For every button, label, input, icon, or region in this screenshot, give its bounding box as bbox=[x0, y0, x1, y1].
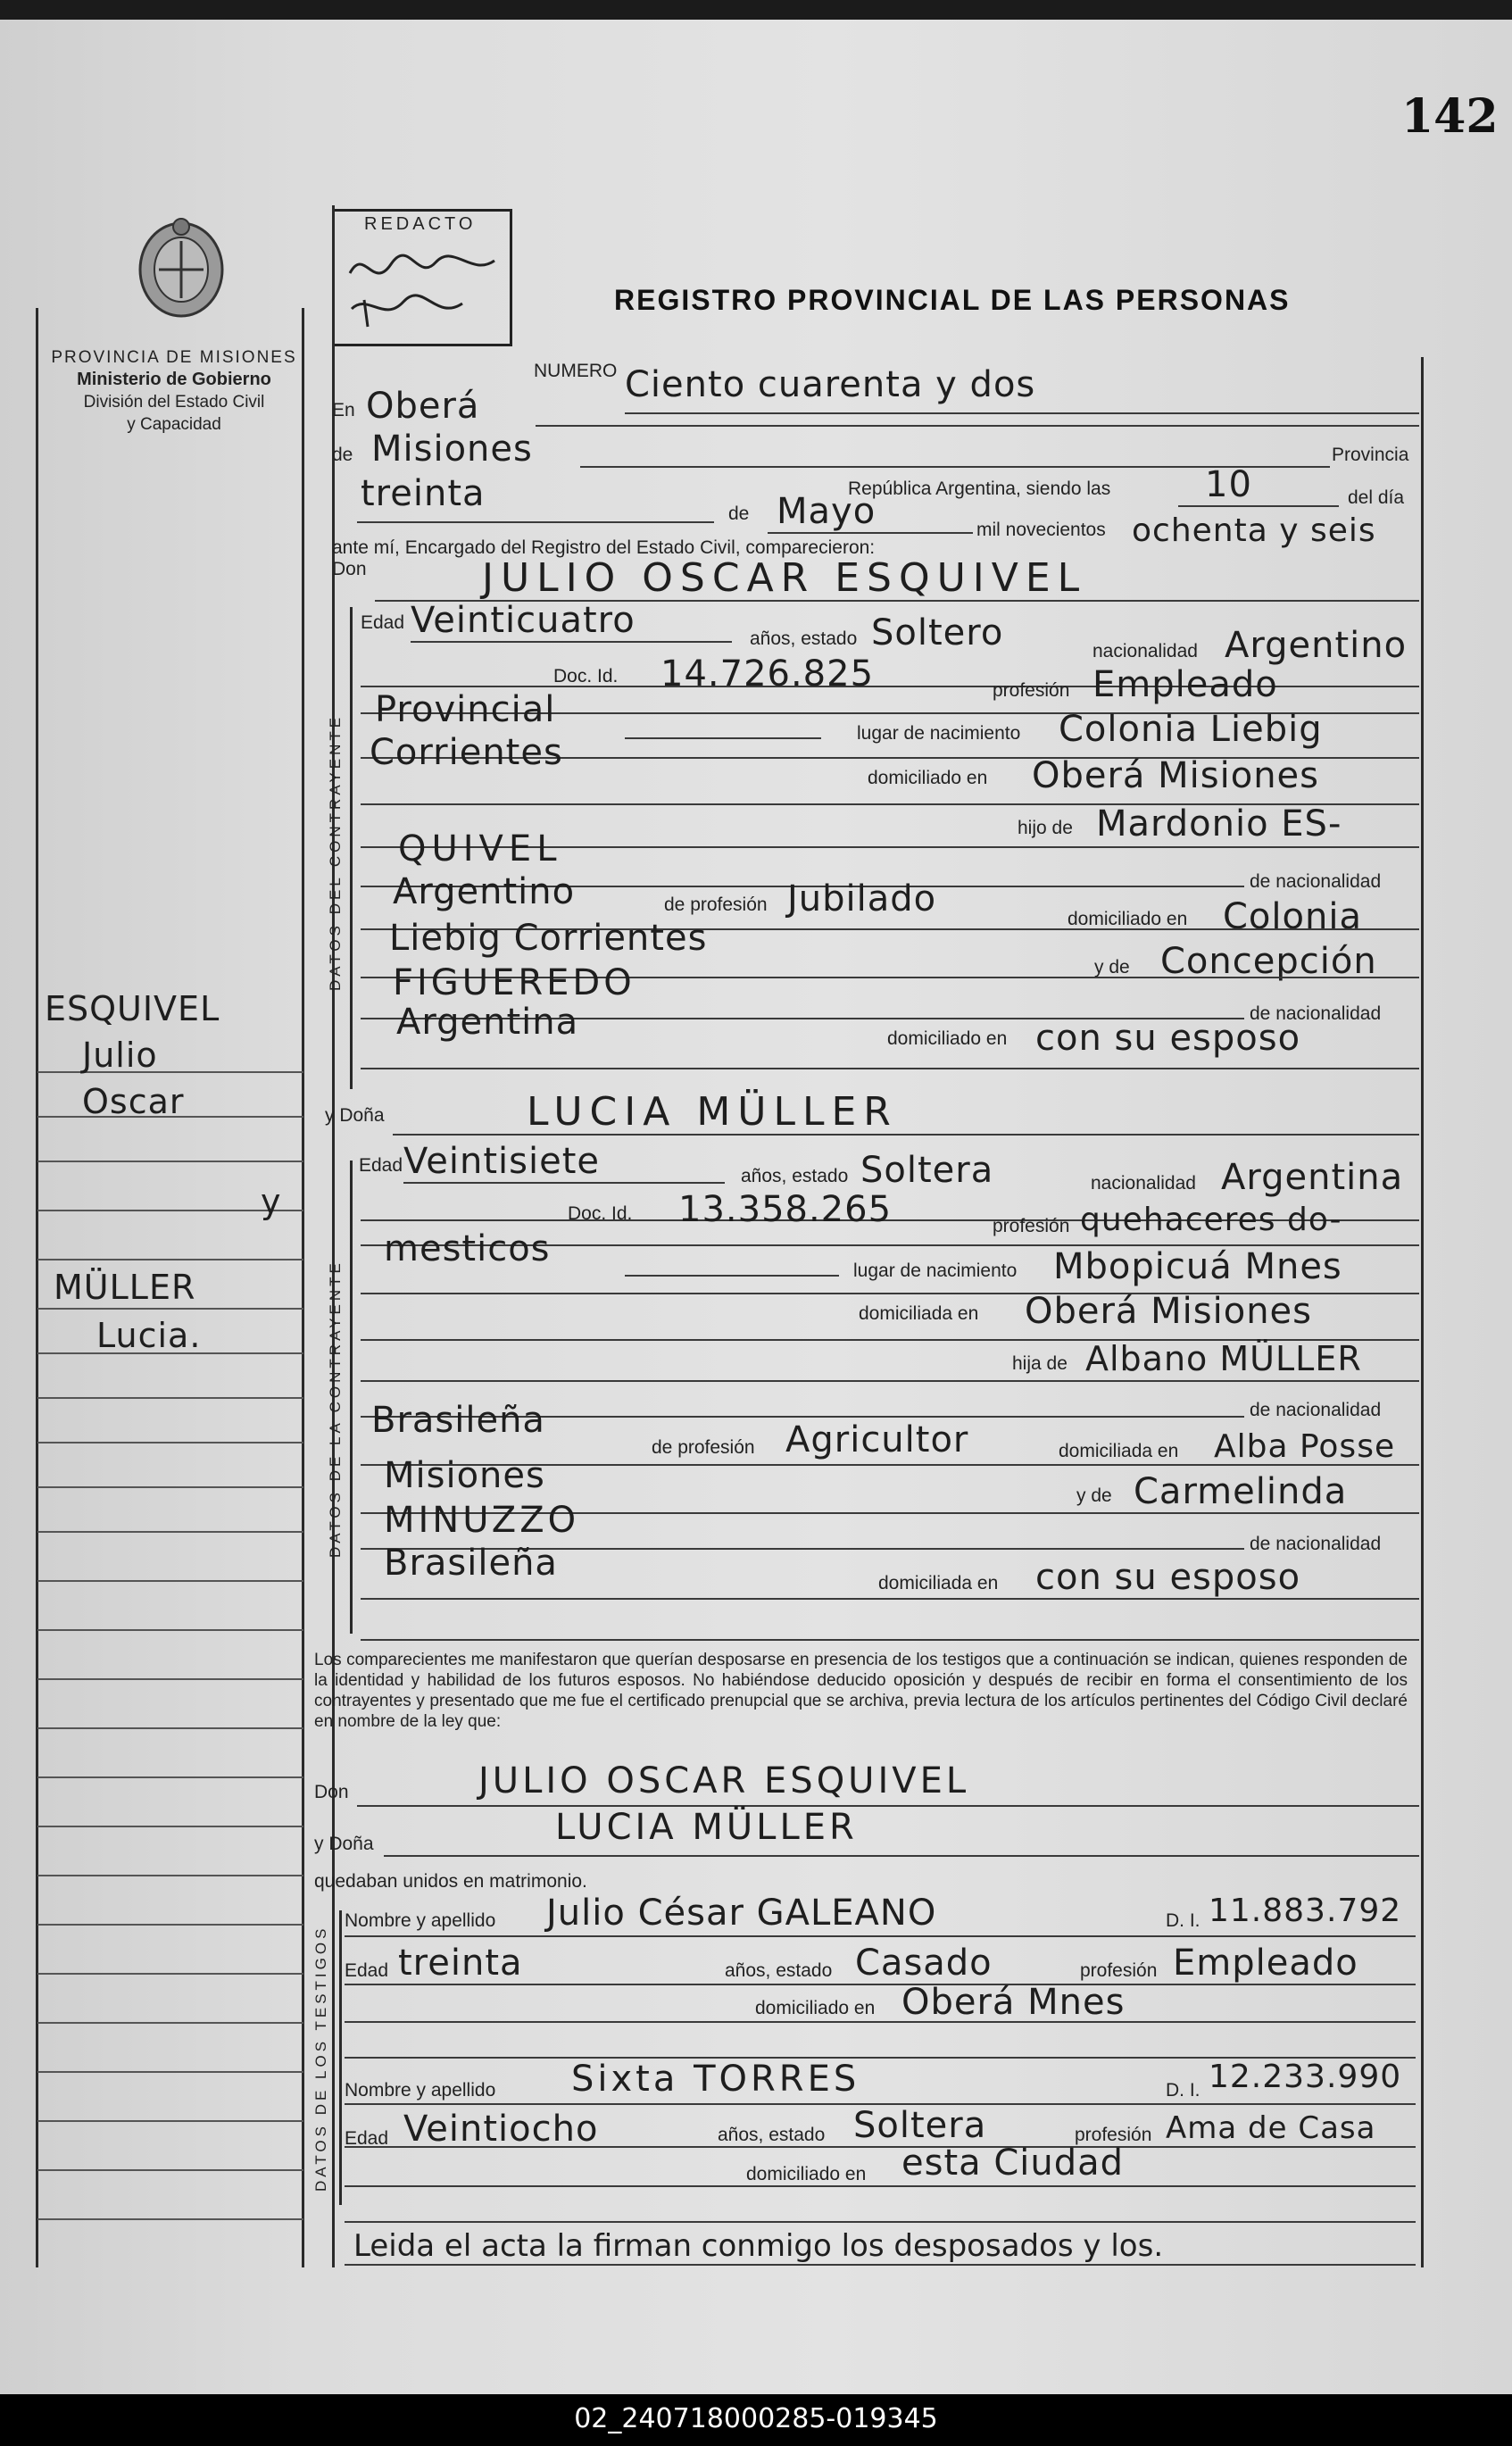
label-anos-estado: años, estado bbox=[750, 628, 858, 649]
field-testigo1-profesion: Empleado bbox=[1173, 1943, 1358, 1984]
field-contrayente-f-nombre: LUCIA MÜLLER bbox=[527, 1089, 898, 1135]
sidebar-rule bbox=[37, 1678, 303, 1680]
issuer-line: PROVINCIA DE MISIONES bbox=[51, 348, 297, 367]
field-testigo2-di: 12.233.990 bbox=[1209, 2059, 1402, 2095]
rule bbox=[361, 1380, 1419, 1382]
field-madre-f: Carmelinda bbox=[1134, 1471, 1348, 1512]
field-nacionalidad-f: Argentina bbox=[1221, 1157, 1404, 1198]
label-nombre-apellido: Nombre y apellido bbox=[345, 2080, 496, 2101]
sidebar-rule bbox=[37, 1442, 303, 1443]
label-nacionalidad: nacionalidad bbox=[1092, 641, 1198, 661]
field-padre-domicilio-cont: Liebig Corrientes bbox=[389, 918, 708, 959]
section-label-testigos: DATOS DE LOS TESTIGOS bbox=[312, 1925, 329, 2192]
label-ante-mi: ante mí, Encargado del Registro del Estado Civil, comparecieron: bbox=[332, 537, 876, 558]
label-de-profesion: de profesión bbox=[652, 1437, 755, 1458]
rule bbox=[384, 1855, 1419, 1857]
margin-name-1: Julio bbox=[82, 1036, 158, 1075]
label-di: D. I. bbox=[1166, 2080, 1200, 2101]
field-padre-f-nacionalidad: Brasileña bbox=[371, 1400, 545, 1441]
field-provincia: Misiones bbox=[371, 428, 533, 470]
rule bbox=[345, 2021, 1416, 2023]
rule bbox=[625, 1275, 839, 1277]
issuer-header bbox=[27, 346, 321, 436]
label-profesion: profesión bbox=[1080, 1960, 1158, 1981]
field-don-final: JULIO OSCAR ESQUIVEL bbox=[478, 1760, 970, 1801]
field-padre-nacionalidad: Argentino bbox=[393, 871, 576, 912]
rule bbox=[345, 1984, 1416, 1985]
field-padre-f-domicilio-cont: Misiones bbox=[384, 1455, 545, 1496]
field-padre-f-profesion: Agricultor bbox=[785, 1419, 969, 1460]
rule bbox=[345, 2146, 1416, 2148]
sidebar-rule bbox=[37, 1531, 303, 1533]
sidebar-rule bbox=[37, 2071, 303, 2073]
page-title: REGISTRO PROVINCIAL DE LAS PERSONAS bbox=[614, 284, 1291, 316]
page-number: 142 bbox=[1401, 89, 1499, 144]
field-madre-nacionalidad: Argentina bbox=[396, 1002, 579, 1043]
field-domicilio: Oberá Misiones bbox=[1032, 755, 1320, 796]
sidebar-rule bbox=[37, 1259, 303, 1260]
label-edad: Edad bbox=[359, 1155, 403, 1176]
field-mes: Mayo bbox=[777, 491, 876, 532]
margin-surname-1: ESQUIVEL bbox=[45, 989, 220, 1028]
margin-surname-2: MÜLLER bbox=[54, 1268, 196, 1307]
label-don: Don bbox=[314, 1782, 349, 1802]
form-right-border bbox=[1421, 357, 1424, 2267]
label-nacionalidad: nacionalidad bbox=[1091, 1173, 1196, 1194]
label-doc: Doc. Id. bbox=[553, 666, 619, 686]
field-testigo2-estado: Soltera bbox=[853, 2105, 987, 2146]
coat-of-arms-seal bbox=[132, 214, 230, 321]
stamp-signature bbox=[337, 237, 503, 337]
sidebar-rule bbox=[37, 1629, 303, 1631]
label-en: En bbox=[332, 400, 355, 420]
field-testigo1-edad: treinta bbox=[398, 1943, 523, 1984]
sidebar-rule bbox=[37, 1727, 303, 1729]
label-domiciliada: domiciliada en bbox=[878, 1573, 999, 1593]
field-testigo2-domicilio: esta Ciudad bbox=[901, 2142, 1125, 2184]
label-domiciliado: domiciliado en bbox=[868, 768, 988, 788]
field-testigo2-edad: Veintiocho bbox=[403, 2109, 599, 2150]
field-padre-cont: QUIVEL bbox=[398, 828, 562, 869]
label-y-de: y de bbox=[1076, 1485, 1112, 1506]
label-anos-estado: años, estado bbox=[741, 1166, 849, 1186]
field-numero: Ciento cuarenta y dos bbox=[625, 364, 1036, 405]
rule bbox=[625, 412, 1419, 414]
rule bbox=[393, 1134, 1419, 1136]
label-nombre-apellido: Nombre y apellido bbox=[345, 1910, 496, 1931]
section-label-contrayente: DATOS DEL CONTRAYENTE bbox=[327, 713, 344, 991]
sidebar-rule bbox=[37, 2022, 303, 2024]
label-de-nacionalidad: de nacionalidad bbox=[1250, 1400, 1382, 1420]
field-padre-profesion: Jubilado bbox=[787, 878, 937, 919]
label-domiciliada: domiciliada en bbox=[1059, 1441, 1179, 1461]
label-hijo-de: hijo de bbox=[1018, 818, 1073, 838]
rule bbox=[357, 521, 714, 523]
issuer-line: Ministerio de Gobierno bbox=[77, 370, 271, 389]
rule bbox=[345, 2264, 1416, 2266]
field-profesion: Empleado bbox=[1092, 664, 1278, 705]
field-domicilio-f: Oberá Misiones bbox=[1025, 1291, 1313, 1332]
rule bbox=[1178, 505, 1339, 507]
issuer-line: División del Estado Civil bbox=[83, 393, 265, 412]
sidebar-rule bbox=[37, 2218, 303, 2220]
stamp-label: REDACTO bbox=[364, 214, 477, 234]
label-quedaban: quedaban unidos en matrimonio. bbox=[314, 1871, 587, 1892]
rule bbox=[625, 737, 821, 739]
sidebar-rule bbox=[37, 1826, 303, 1827]
label-provincia: Provincia bbox=[1332, 445, 1409, 465]
label-republica: República Argentina, siendo las bbox=[848, 478, 1111, 499]
field-estado-f: Soltera bbox=[860, 1150, 994, 1191]
field-anio: ochenta y seis bbox=[1132, 512, 1376, 549]
margin-conjunction: y bbox=[261, 1182, 282, 1221]
label-de-profesion: de profesión bbox=[664, 894, 768, 915]
field-testigo1-nombre: Julio César GALEANO bbox=[546, 1893, 937, 1934]
field-edad: Veinticuatro bbox=[411, 600, 636, 641]
label-de-nacionalidad: de nacionalidad bbox=[1250, 1003, 1382, 1024]
label-de: de bbox=[332, 445, 353, 465]
label-anos-estado: años, estado bbox=[718, 2125, 826, 2145]
label-hija-de: hija de bbox=[1012, 1353, 1068, 1374]
field-madre-domicilio: con su esposo bbox=[1035, 1018, 1301, 1059]
label-y-dona: y Doña bbox=[314, 1834, 374, 1854]
label-de-nacionalidad: de nacionalidad bbox=[1250, 871, 1382, 892]
rule bbox=[361, 1639, 1419, 1641]
field-estado: Soltero bbox=[871, 612, 1004, 653]
sidebar-rule bbox=[37, 1486, 303, 1488]
form-left-border bbox=[332, 205, 335, 2267]
issuer-line: y Capacidad bbox=[127, 415, 221, 434]
label-lugar-nacimiento: lugar de nacimiento bbox=[857, 723, 1021, 744]
rule bbox=[361, 1068, 1419, 1069]
closing-line: Leida el acta la firman conmigo los desposados y los. bbox=[353, 2228, 1164, 2264]
field-madre-f-cont: MINUZZO bbox=[384, 1500, 580, 1541]
label-de-nacionalidad: de nacionalidad bbox=[1250, 1534, 1382, 1554]
label-domiciliado: domiciliado en bbox=[755, 1998, 876, 2018]
label-don: Don bbox=[332, 559, 367, 579]
label-y-de: y de bbox=[1094, 957, 1130, 978]
field-padre: Mardonio ES- bbox=[1096, 803, 1342, 844]
field-madre-f-domicilio: con su esposo bbox=[1035, 1557, 1301, 1598]
contrayente-block-border bbox=[350, 607, 353, 1089]
field-testigo2-profesion: Ama de Casa bbox=[1166, 2110, 1376, 2146]
rule bbox=[403, 1182, 725, 1184]
field-lugar-nacimiento: Colonia Liebig bbox=[1059, 709, 1323, 750]
label-domiciliada: domiciliada en bbox=[859, 1303, 979, 1324]
margin-name-3: Lucia. bbox=[96, 1316, 202, 1355]
margin-name-2: Oscar bbox=[82, 1082, 185, 1121]
label-de-mes: de bbox=[728, 503, 750, 524]
field-profesion-f: quehaceres do- bbox=[1080, 1202, 1342, 1238]
rule bbox=[361, 1598, 1419, 1600]
field-hora: 10 bbox=[1205, 464, 1252, 505]
field-doc-f: 13.358.265 bbox=[678, 1189, 893, 1230]
sidebar-rule bbox=[37, 1924, 303, 1926]
field-madre: Concepción bbox=[1160, 941, 1377, 982]
field-padre-f: Albano MÜLLER bbox=[1085, 1339, 1362, 1378]
field-testigo1-domicilio: Oberá Mnes bbox=[901, 1982, 1126, 2023]
label-edad: Edad bbox=[345, 1960, 389, 1981]
field-testigo1-di: 11.883.792 bbox=[1209, 1893, 1402, 1929]
sidebar-rule bbox=[37, 2120, 303, 2122]
field-madre-cont: FIGUEREDO bbox=[393, 962, 636, 1003]
label-profesion: profesión bbox=[993, 680, 1070, 701]
label-domiciliado: domiciliado en bbox=[1068, 909, 1188, 929]
rule bbox=[345, 1935, 1416, 1937]
label-profesion: profesión bbox=[1075, 2125, 1152, 2145]
label-domiciliado: domiciliado en bbox=[887, 1028, 1008, 1049]
label-profesion: profesión bbox=[993, 1216, 1070, 1236]
sidebar-rule bbox=[37, 1397, 303, 1399]
field-profesion-cont: Provincial bbox=[375, 689, 556, 730]
label-di: D. I. bbox=[1166, 1910, 1200, 1931]
field-lugar: Oberá bbox=[366, 386, 480, 427]
field-lugar-nacimiento-cont: Corrientes bbox=[370, 732, 563, 773]
sidebar-rule bbox=[37, 1776, 303, 1778]
label-anos-estado: años, estado bbox=[725, 1960, 833, 1981]
field-contrayente-nombre: JULIO OSCAR ESQUIVEL bbox=[482, 555, 1087, 601]
rule bbox=[411, 641, 732, 643]
rule bbox=[768, 532, 973, 534]
testigos-block-border bbox=[339, 1910, 342, 2205]
field-padre-f-domicilio: Alba Posse bbox=[1214, 1428, 1396, 1465]
label-numero: NUMERO bbox=[534, 361, 618, 381]
sidebar-rule bbox=[37, 1580, 303, 1582]
sidebar-rule bbox=[37, 1973, 303, 1975]
field-doc: 14.726.825 bbox=[660, 653, 875, 695]
field-dia: treinta bbox=[361, 473, 486, 514]
label-del-dia: del día bbox=[1348, 487, 1405, 508]
footer-id: 02_240718000285-019345 bbox=[574, 2403, 938, 2434]
label-edad: Edad bbox=[345, 2128, 389, 2149]
field-profesion-f-cont: mesticos bbox=[384, 1228, 551, 1269]
label-y-dona: y Doña bbox=[325, 1105, 385, 1126]
sidebar-rule bbox=[37, 1875, 303, 1876]
field-testigo2-nombre: Sixta TORRES bbox=[571, 2059, 860, 2100]
rule bbox=[345, 2221, 1416, 2223]
section-label-contrayente-f: DATOS DE LA CONTRAYENTE bbox=[327, 1260, 344, 1558]
rule bbox=[345, 2185, 1416, 2187]
sidebar-rule bbox=[37, 1161, 303, 1162]
rule bbox=[357, 1805, 1419, 1807]
field-nacionalidad: Argentino bbox=[1225, 625, 1408, 666]
field-edad-f: Veintisiete bbox=[403, 1141, 600, 1182]
sidebar-rule bbox=[37, 1071, 303, 1073]
field-padre-domicilio: Colonia bbox=[1223, 896, 1362, 937]
label-edad: Edad bbox=[361, 612, 405, 633]
contrayente-f-block-border bbox=[350, 1161, 353, 1634]
label-lugar-nacimiento: lugar de nacimiento bbox=[853, 1260, 1018, 1281]
label-doc: Doc. Id. bbox=[568, 1203, 633, 1224]
rule bbox=[536, 425, 1419, 427]
label-domiciliado: domiciliado en bbox=[746, 2164, 867, 2184]
label-mil-novecientos: mil novecientos bbox=[976, 520, 1106, 540]
field-dona-final: LUCIA MÜLLER bbox=[555, 1807, 858, 1848]
field-madre-f-nacionalidad: Brasileña bbox=[384, 1543, 558, 1584]
declaration-paragraph: Los comparecientes me manifestaron que querían desposarse en presencia de los testigos que a continuación se indican, quienes responden de la identidad y habilidad de los futuros esposos. No habiéndose deducido oposición y después de recibir en forma el consentimiento de los contrayentes y presentado que me fue el certificado prenupcial que se archiva, previa lectura de los artículos pertinentes del Código Civil declaré en nombre de la ley que: bbox=[314, 1651, 1408, 1731]
field-lugar-nacimiento-f: Mbopicuá Mnes bbox=[1053, 1246, 1342, 1287]
sidebar-rule bbox=[37, 1308, 303, 1310]
field-testigo1-estado: Casado bbox=[855, 1943, 993, 1984]
sidebar-rule bbox=[37, 2169, 303, 2171]
